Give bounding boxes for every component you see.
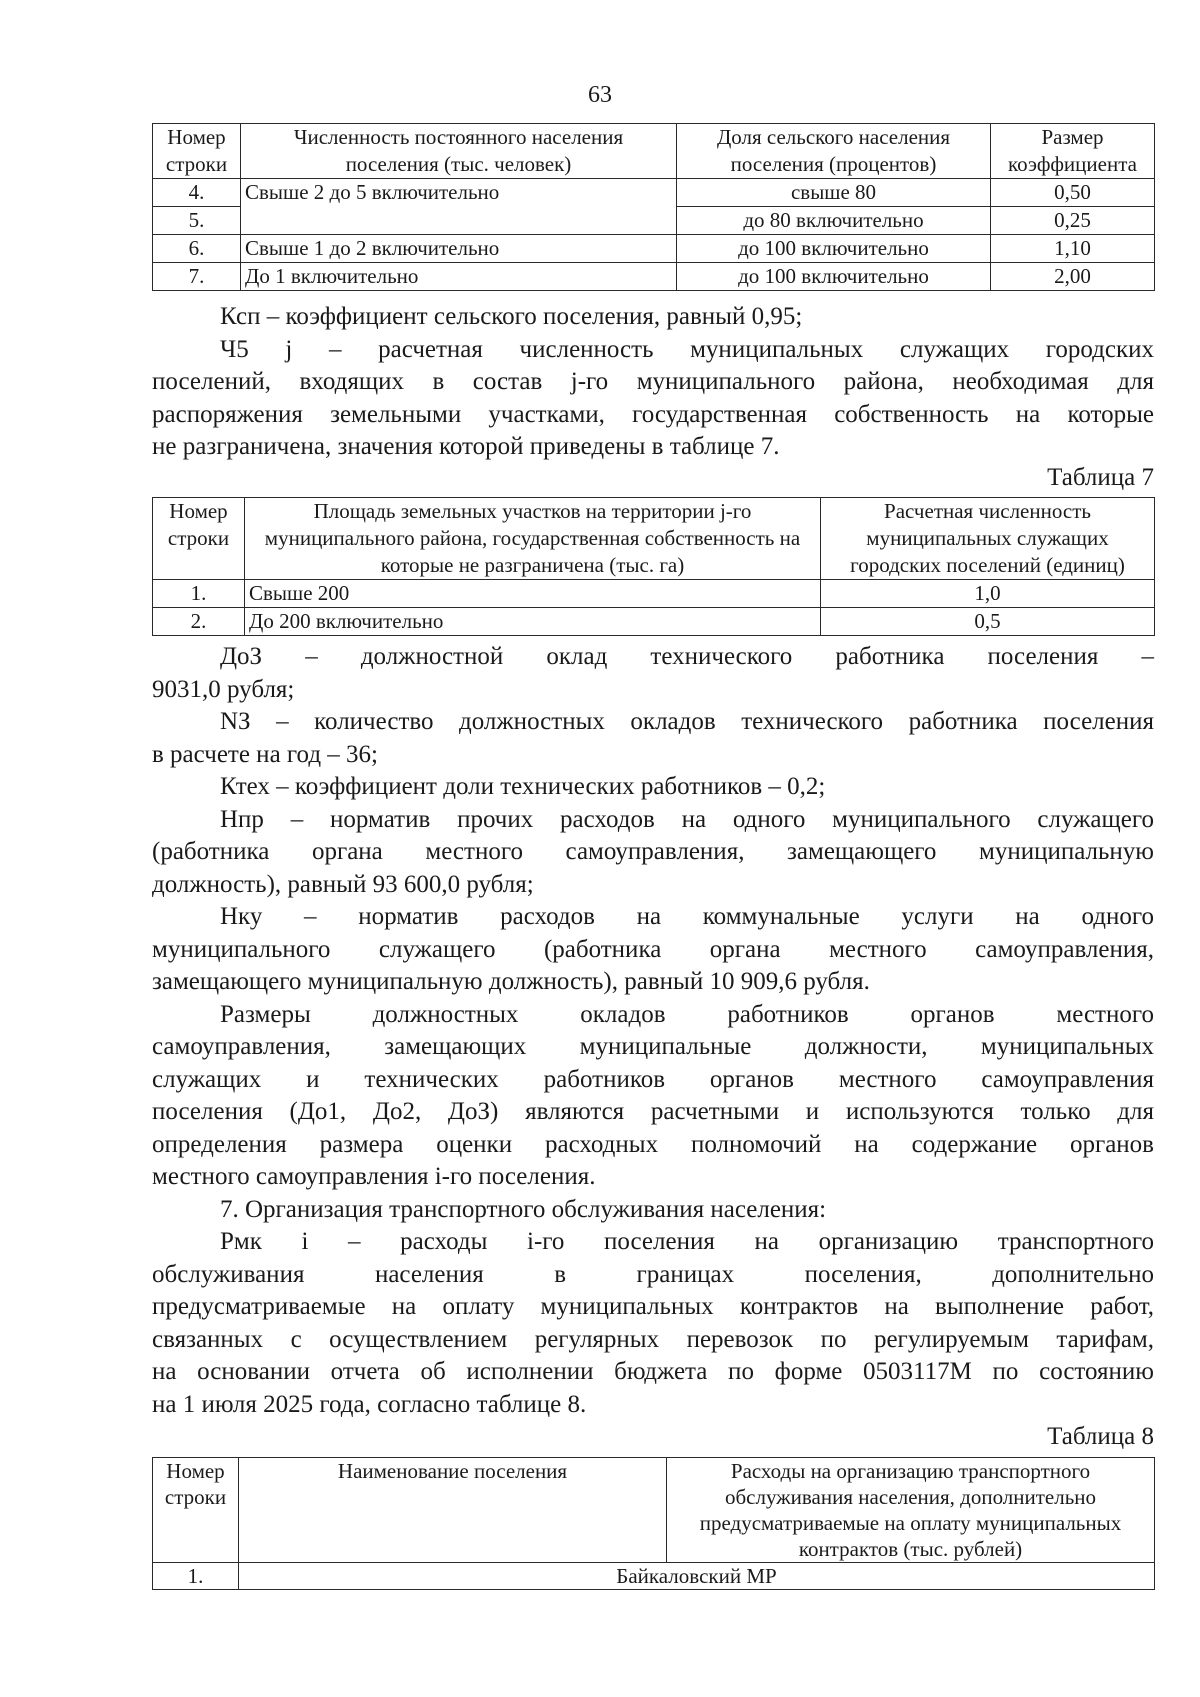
rural-share-cell: свыше 80	[677, 179, 991, 207]
page-number: 63	[588, 82, 612, 108]
paragraph-do3-line1: ДоЗ – должностной оклад технического работника поселения –	[220, 643, 1154, 670]
population-cell: Свыше 1 до 2 включительно	[241, 235, 677, 263]
table8-caption: Таблица 8	[1047, 1423, 1154, 1450]
table-header-row	[153, 498, 1155, 580]
paragraph-ch5-line3: распоряжения земельными участками, государственная собственность на которые	[152, 401, 1154, 428]
paragraph-rmk-line3: предусматриваемые на оплату муниципальных контрактов на выполнение работ,	[152, 1293, 1154, 1320]
row-number: 6.	[153, 235, 241, 263]
col-header-number: Номер строки	[153, 498, 245, 580]
table-row	[153, 580, 1155, 608]
section-heading-transport: 7. Организация транспортного обслуживания населения:	[220, 1196, 827, 1223]
rural-share-cell: до 80 включительно	[677, 207, 991, 235]
paragraph-npr-line3: должность), равный 93 600,0 рубля;	[152, 871, 534, 898]
row-number: 1.	[153, 580, 245, 608]
population-cell: Свыше 2 до 5 включительно	[241, 179, 677, 235]
coefficient-cell: 0,50	[991, 179, 1155, 207]
table-coefficients	[152, 123, 1155, 291]
rural-share-cell: до 100 включительно	[677, 263, 991, 291]
coefficient-cell: 0,25	[991, 207, 1155, 235]
paragraph-sizes-line4: поселения (До1, До2, ДоЗ) являются расчетными и используются только для	[152, 1098, 1154, 1125]
col-header-staff-count: Расчетная численность муниципальных служащих городских поселений (единиц)	[821, 498, 1155, 580]
table-row	[153, 235, 1155, 263]
paragraph-nku-line1: Нку – норматив расходов на коммунальные услуги на одного	[220, 903, 1154, 930]
paragraph-sizes-line5: определения размера оценки расходных полномочий на содержание органов	[152, 1131, 1154, 1158]
settlement-group-name: Байкаловский МР	[239, 1563, 1155, 1590]
row-number: 5.	[153, 207, 241, 235]
paragraph-n3-line2: в расчете на год – 36;	[152, 741, 378, 768]
paragraph-ch5-line2: поселений, входящих в состав j-го муниципального района, необходимая для	[152, 368, 1154, 395]
paragraph-rmk-line4: связанных с осуществлением регулярных перевозок по регулируемым тарифам,	[152, 1326, 1154, 1353]
row-number: 2.	[153, 608, 245, 636]
staff-count-cell: 1,0	[821, 580, 1155, 608]
paragraph-npr-line2: (работника органа местного самоуправления, замещающего муниципальную	[152, 838, 1154, 865]
row-number: 4.	[153, 179, 241, 207]
paragraph-sizes-line1: Размеры должностных окладов работников органов местного	[220, 1001, 1154, 1028]
row-number: 1.	[153, 1563, 239, 1590]
col-header-settlement-name: Наименование поселения	[239, 1458, 667, 1563]
staff-count-cell: 0,5	[821, 608, 1155, 636]
col-header-number: Номер строки	[153, 124, 241, 179]
paragraph-nku-line3: замещающего муниципальную должность), равный 10 909,6 рубля.	[152, 968, 870, 995]
paragraph-ch5-line1: Ч5 j – расчетная численность муниципальных служащих городских	[220, 336, 1154, 363]
table-row	[153, 179, 1155, 207]
col-header-coefficient: Размер коэффициента	[991, 124, 1155, 179]
table-row	[153, 608, 1155, 636]
rural-share-cell: до 100 включительно	[677, 235, 991, 263]
table-row	[153, 263, 1155, 291]
coefficient-cell: 1,10	[991, 235, 1155, 263]
land-area-cell: Свыше 200	[245, 580, 821, 608]
paragraph-rmk-line5: на основании отчета об исполнении бюджета по форме 0503117М по состоянию	[152, 1358, 1154, 1385]
land-area-cell: До 200 включительно	[245, 608, 821, 636]
population-cell: До 1 включительно	[241, 263, 677, 291]
table7-caption: Таблица 7	[1047, 464, 1154, 491]
col-header-land-area: Площадь земельных участков на территории j-го муниципального района, государственная собственность на которые не разграничена (тыс. га)	[245, 498, 821, 580]
paragraph-nku-line2: муниципального служащего (работника органа местного самоуправления,	[152, 936, 1154, 963]
coefficient-cell: 2,00	[991, 263, 1155, 291]
table-header-row	[153, 1458, 1155, 1563]
paragraph-rmk-line2: обслуживания населения в границах поселения, дополнительно	[152, 1261, 1154, 1288]
row-number: 7.	[153, 263, 241, 291]
paragraph-sizes-line2: самоуправления, замещающих муниципальные должности, муниципальных	[152, 1033, 1154, 1060]
table-land-plots	[152, 497, 1155, 636]
table-transport-expenses	[152, 1457, 1155, 1590]
paragraph-sizes-line6: местного самоуправления i-го поселения.	[152, 1163, 596, 1190]
paragraph-ktex: Ктех – коэффициент доли технических работников – 0,2;	[220, 773, 826, 800]
paragraph-rmk-line6: на 1 июля 2025 года, согласно таблице 8.	[152, 1391, 587, 1418]
paragraph-do3-line2: 9031,0 рубля;	[152, 676, 295, 703]
col-header-rural-share: Доля сельского населения поселения (процентов)	[677, 124, 991, 179]
col-header-population: Численность постоянного населения поселения (тыс. человек)	[241, 124, 677, 179]
paragraph-npr-line1: Нпр – норматив прочих расходов на одного муниципального служащего	[220, 806, 1154, 833]
paragraph-rmk-line1: Рмк i – расходы i-го поселения на организацию транспортного	[220, 1228, 1154, 1255]
table-header-row	[153, 124, 1155, 179]
col-header-expenses: Расходы на организацию транспортного обслуживания населения, дополнительно предусматриваемые на оплату муниципальных контрактов (тыс. рублей)	[667, 1458, 1155, 1563]
paragraph-n3-line1: NЗ – количество должностных окладов технического работника поселения	[220, 708, 1154, 735]
col-header-number: Номер строки	[153, 1458, 239, 1563]
paragraph-ksp: Ксп – коэффициент сельского поселения, равный 0,95;	[220, 303, 803, 330]
table-row	[153, 1563, 1155, 1590]
paragraph-sizes-line3: служащих и технических работников органов местного самоуправления	[152, 1066, 1154, 1093]
paragraph-ch5-line4: не разграничена, значения которой приведены в таблице 7.	[152, 433, 780, 460]
